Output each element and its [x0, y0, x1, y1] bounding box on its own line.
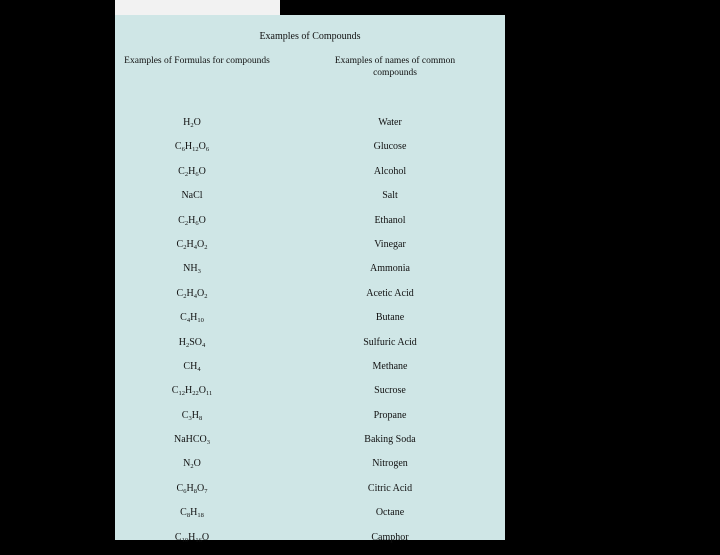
name-cell: Sucrose [374, 385, 406, 397]
formula-subscript: 6 [195, 219, 199, 227]
name-cell: Baking Soda [364, 434, 416, 446]
table-row [115, 287, 505, 311]
table-row [115, 457, 505, 481]
formula-subscript: 6 [181, 146, 185, 154]
formula-subscript: 4 [202, 341, 206, 349]
table-row [115, 360, 505, 384]
name-cell: Citric Acid [367, 482, 413, 494]
formula-subscript: 3 [188, 414, 192, 422]
table-row [115, 140, 505, 164]
name-cell: Water [378, 117, 402, 128]
formula-cell [137, 506, 247, 520]
formula-cell [137, 140, 247, 154]
formula-subscript: 8 [198, 414, 203, 422]
formula-text: C [174, 531, 182, 543]
formula-subscript: 6 [195, 170, 199, 178]
name-cell: Ammonia [370, 263, 410, 275]
formula-text: O [193, 458, 201, 470]
formula-text: H [186, 287, 194, 299]
formula-text: C [171, 385, 179, 397]
formula-text: C [176, 482, 184, 494]
formula-text: O [198, 214, 206, 226]
formula-text: H [188, 531, 196, 543]
name-cell: Acetic Acid [366, 287, 414, 299]
formula-text: O [193, 117, 201, 128]
formula-subscript: 18 [197, 512, 204, 520]
name-cell: Ethanol [374, 214, 406, 226]
formula-text: O [196, 287, 205, 299]
formula-text: C [176, 287, 184, 299]
formula-text: H [188, 214, 196, 226]
page-title: Examples of Compounds [259, 31, 361, 42]
formula-text: H [184, 141, 193, 153]
formula-subscript: 16 [195, 536, 202, 544]
formula-text: CH [183, 360, 198, 372]
formula-subscript: 11 [205, 390, 213, 398]
table-row [115, 506, 505, 530]
formula-subscript: 3 [206, 439, 211, 447]
name-cell: Butane [375, 312, 405, 324]
formula-subscript: 4 [193, 292, 197, 300]
formula-cell [137, 189, 247, 203]
formula-subscript: 2 [183, 292, 187, 300]
top-tab [115, 0, 280, 15]
table-row [115, 214, 505, 238]
name-cell: Methane [372, 360, 408, 372]
formula-column-header: Examples of Formulas for compounds [124, 56, 270, 66]
formula-text: C [178, 214, 185, 226]
formula-cell [137, 482, 247, 496]
name-column-header: Examples of names of common compounds [334, 56, 456, 78]
formula-text: C [176, 238, 184, 250]
formula-text: N [183, 458, 191, 470]
formula-text: H [188, 165, 196, 177]
formula-text: C [180, 312, 187, 324]
table-row [115, 165, 505, 189]
formula-text: H [191, 409, 199, 421]
table-row [115, 336, 505, 360]
formula-cell [137, 116, 247, 130]
table-row [115, 311, 505, 335]
table-row [115, 531, 505, 555]
name-cell: Propane [373, 409, 407, 421]
formula-cell [137, 214, 247, 228]
formula-subscript: 2 [204, 243, 208, 251]
formula-subscript: 3 [197, 268, 201, 276]
formula-text: NH [183, 263, 198, 275]
formula-text: H [184, 385, 193, 397]
table-row [115, 238, 505, 262]
formula-subscript: 4 [193, 243, 197, 251]
formula-text: C [178, 165, 185, 177]
formula-text: H [190, 312, 198, 324]
table-row [115, 116, 505, 140]
formula-cell [137, 433, 247, 447]
name-cell: Vinegar [374, 238, 406, 250]
table-row [115, 409, 505, 433]
formula-subscript: 10 [197, 317, 204, 325]
table-row [115, 433, 505, 457]
formula-subscript: 10 [181, 536, 189, 544]
formula-subscript: 2 [204, 292, 208, 300]
formula-text: O [196, 238, 205, 250]
formula-text: H [186, 482, 194, 494]
formula-subscript: 22 [192, 390, 199, 398]
formula-cell [137, 262, 247, 276]
formula-cell [137, 409, 247, 423]
formula-text: H [183, 117, 191, 128]
formula-text: NaCl [181, 190, 203, 202]
formula-cell [137, 531, 247, 545]
formula-subscript: 2 [183, 243, 187, 251]
formula-text: O [198, 165, 206, 177]
table-row [115, 189, 505, 213]
formula-cell [137, 287, 247, 301]
formula-cell [137, 384, 247, 398]
formula-cell [137, 457, 247, 471]
formula-subscript: 4 [186, 317, 191, 325]
formula-subscript: 8 [193, 487, 197, 495]
formula-subscript: 2 [190, 122, 194, 129]
formula-text: H [178, 336, 186, 348]
formula-subscript: 2 [184, 219, 189, 227]
name-cell: Sulfuric Acid [363, 336, 417, 348]
formula-subscript: 12 [178, 390, 185, 398]
formula-subscript: 2 [185, 341, 190, 349]
formula-subscript: 12 [192, 146, 199, 154]
table-row [115, 384, 505, 408]
formula-text: C [174, 141, 182, 153]
formula-text: O [196, 482, 205, 494]
formula-subscript: 4 [197, 365, 201, 373]
formula-text: C [180, 507, 187, 519]
name-cell: Nitrogen [372, 458, 408, 470]
formula-cell [137, 311, 247, 325]
formula-cell [137, 165, 247, 179]
formula-text: SO [189, 336, 203, 348]
formula-text: O [201, 531, 210, 543]
name-cell: Glucose [373, 141, 407, 153]
formula-cell [137, 360, 247, 374]
name-cell: Camphor [371, 531, 409, 543]
formula-subscript: 2 [184, 170, 189, 178]
table-row [115, 262, 505, 286]
compounds-table [115, 116, 505, 555]
formula-text: H [190, 507, 198, 519]
formula-text: O [198, 141, 206, 153]
formula-subscript: 6 [183, 487, 187, 495]
formula-text: O [198, 385, 206, 397]
compounds-sheet [115, 15, 505, 544]
name-cell: Alcohol [373, 165, 407, 177]
formula-subscript: 7 [204, 487, 208, 495]
formula-text: H [186, 238, 194, 250]
formula-text: C [181, 409, 189, 421]
name-cell: Octane [375, 507, 405, 519]
name-cell: Salt [382, 190, 398, 202]
formula-subscript: 8 [186, 512, 191, 520]
formula-text: NaHCO [173, 434, 207, 446]
formula-subscript: 6 [205, 146, 210, 154]
formula-cell [137, 238, 247, 252]
table-row [115, 482, 505, 506]
formula-subscript: 2 [190, 463, 194, 471]
formula-cell [137, 336, 247, 350]
